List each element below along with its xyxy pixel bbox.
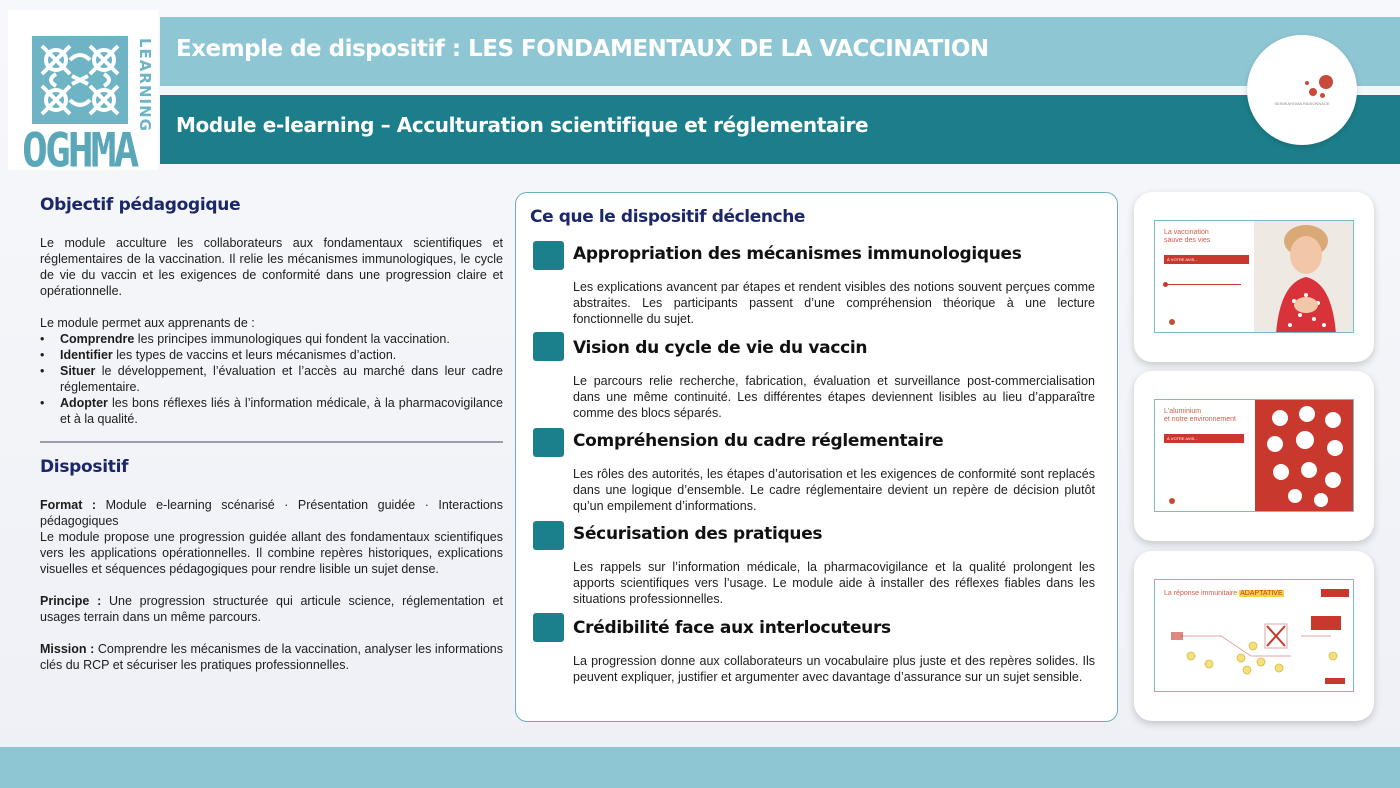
slide-tag-bar: À VOTRE AVIS...: [1164, 434, 1244, 443]
slide-thumbnail[interactable]: [1134, 371, 1374, 541]
partner-caption: SEINIKAHOMA RAISONNAGE: [1274, 101, 1330, 106]
dispositif-heading: Dispositif: [40, 457, 129, 477]
partner-dot-icon: [1319, 75, 1333, 89]
celtic-knot-icon: [32, 36, 128, 124]
slide-preview: [1154, 579, 1354, 692]
teal-square-icon: [533, 613, 564, 642]
slide-slider-knob: [1163, 282, 1168, 287]
page-title: Exemple de dispositif : LES FONDAMENTAUX DE LA VACCINATION: [176, 36, 989, 62]
effect-text: Le parcours relie recherche, fabrication, évaluation et surveillance post-commercialisation dans une même continuité. Les différentes étapes deviennent lisibles au lieu d’apparaître comme des blocs séparés.: [573, 374, 1095, 420]
slide-logo-icon: [1169, 498, 1175, 504]
slide-preview: [1154, 220, 1354, 333]
dispositif-description: Le module propose une progression guidée allant des fondamentaux scientifiques vers les applications opérationnelles. Il combine repères historiques, explications visuelles et séquences pédagogiques pour rendre lisible un sujet dense.: [40, 530, 503, 576]
left-column: [40, 195, 503, 673]
effect-title: Crédibilité face aux interlocuteurs: [573, 618, 891, 638]
oghma-logo: [8, 10, 158, 179]
teal-square-icon: [533, 241, 564, 270]
effect-text: La progression donne aux collaborateurs un vocabulaire plus juste et des repères solides. Ils peuvent expliquer, justifier et argumenter avec davantage d’assurance sur un sujet sensible.: [573, 654, 1095, 684]
slide-thumbnail[interactable]: [1134, 551, 1374, 721]
effect-title: Compréhension du cadre réglementaire: [573, 431, 944, 451]
objectif-lead: Le module permet aux apprenants de :: [40, 316, 255, 330]
objectif-heading: Objectif pédagogique: [40, 195, 241, 215]
slide-title: La vaccination sauve des vies: [1164, 229, 1211, 244]
immune-diagram: [1161, 606, 1351, 690]
teal-square-icon: [533, 521, 564, 550]
objectif-bullet-list: [40, 331, 503, 427]
slide-slider-track: [1165, 284, 1241, 285]
partner-logo: [1247, 35, 1357, 145]
footer-band: [0, 747, 1400, 788]
effect-title: Appropriation des mécanismes immunologiques: [573, 244, 1022, 264]
teal-square-icon: [533, 332, 564, 361]
effect-title: Vision du cycle de vie du vaccin: [573, 338, 868, 358]
list-item: • Comprendre les principes immunologiques qui fondent la vaccination.: [40, 331, 503, 347]
child-photo: [1254, 221, 1354, 333]
slide-tag-bar: À VOTRE AVIS...: [1164, 255, 1249, 264]
page-subtitle: Module e-learning – Acculturation scientifique et réglementaire: [176, 113, 869, 137]
effects-heading: Ce que le dispositif déclenche: [530, 207, 806, 227]
slide-title: L'aluminium et notre environnement: [1164, 408, 1236, 423]
dispositif-mission: Mission : Comprendre les mécanismes de la vaccination, analyser les informations clés du RCP et sécuriser les pratiques professionnelles.: [40, 642, 504, 672]
slide-thumbnail[interactable]: [1134, 192, 1374, 362]
list-item: • Situer le développement, l’évaluation et l’accès au marché dans leur cadre réglementaire.: [40, 363, 503, 395]
slide-logo-icon: [1169, 319, 1175, 325]
slide-red-panel: [1255, 400, 1354, 512]
slide-tag-bar: [1321, 589, 1349, 597]
partner-dot-icon: [1320, 93, 1325, 98]
effects-card: [515, 192, 1118, 722]
partner-dot-icon: [1309, 88, 1317, 96]
objectif-intro: Le module acculture les collaborateurs aux fondamentaux scientifiques et réglementaires de la vaccination. Il relie les mécanismes immunologiques, le cycle de vie du vaccin et les exigences de conformité dans une progression claire et opérationnelle.: [40, 236, 503, 298]
dispositif-principe: Principe : Une progression structurée qui articule science, réglementation et usages terrain dans un même parcours.: [40, 594, 503, 624]
list-item: • Identifier les types de vaccins et leurs mécanismes d’action.: [40, 347, 503, 363]
slide-preview: [1154, 399, 1354, 512]
effect-text: Les rôles des autorités, les étapes d’autorisation et les exigences de conformité sont replacés dans une logique d’ensemble. Le cadre réglementaire devient un repère de décision plutôt qu’un empilement d’informations.: [573, 467, 1095, 513]
logo-wordmark: OGHMA: [22, 123, 137, 179]
effect-text: Les explications avancent par étapes et rendent visibles des notions souvent perçues comme abstraites. Les participants passent d’une compréhension théorique à une lecture fonctionnelle du sujet.: [573, 280, 1095, 326]
effect-text: Les rappels sur l’information médicale, la pharmacovigilance et la qualité prolongent les apports scientifiques vers l’usage. Le module aide à installer des réflexes fiables dans les situations professionnelles.: [573, 560, 1095, 606]
list-item: • Adopter les bons réflexes liés à l’information médicale, à la pharmacovigilance et à la qualité.: [40, 395, 503, 427]
logo-vertical-text: LEARNING: [136, 38, 154, 132]
slide-title: La réponse immunitaire ADAPTATIVE: [1164, 590, 1283, 597]
section-divider: [40, 441, 503, 443]
dispositif-format: Format : Module e-learning scénarisé · Présentation guidée · Interactions pédagogiques: [40, 498, 503, 528]
teal-square-icon: [533, 428, 564, 457]
effect-title: Sécurisation des pratiques: [573, 524, 823, 544]
partner-dot-icon: [1305, 81, 1309, 85]
